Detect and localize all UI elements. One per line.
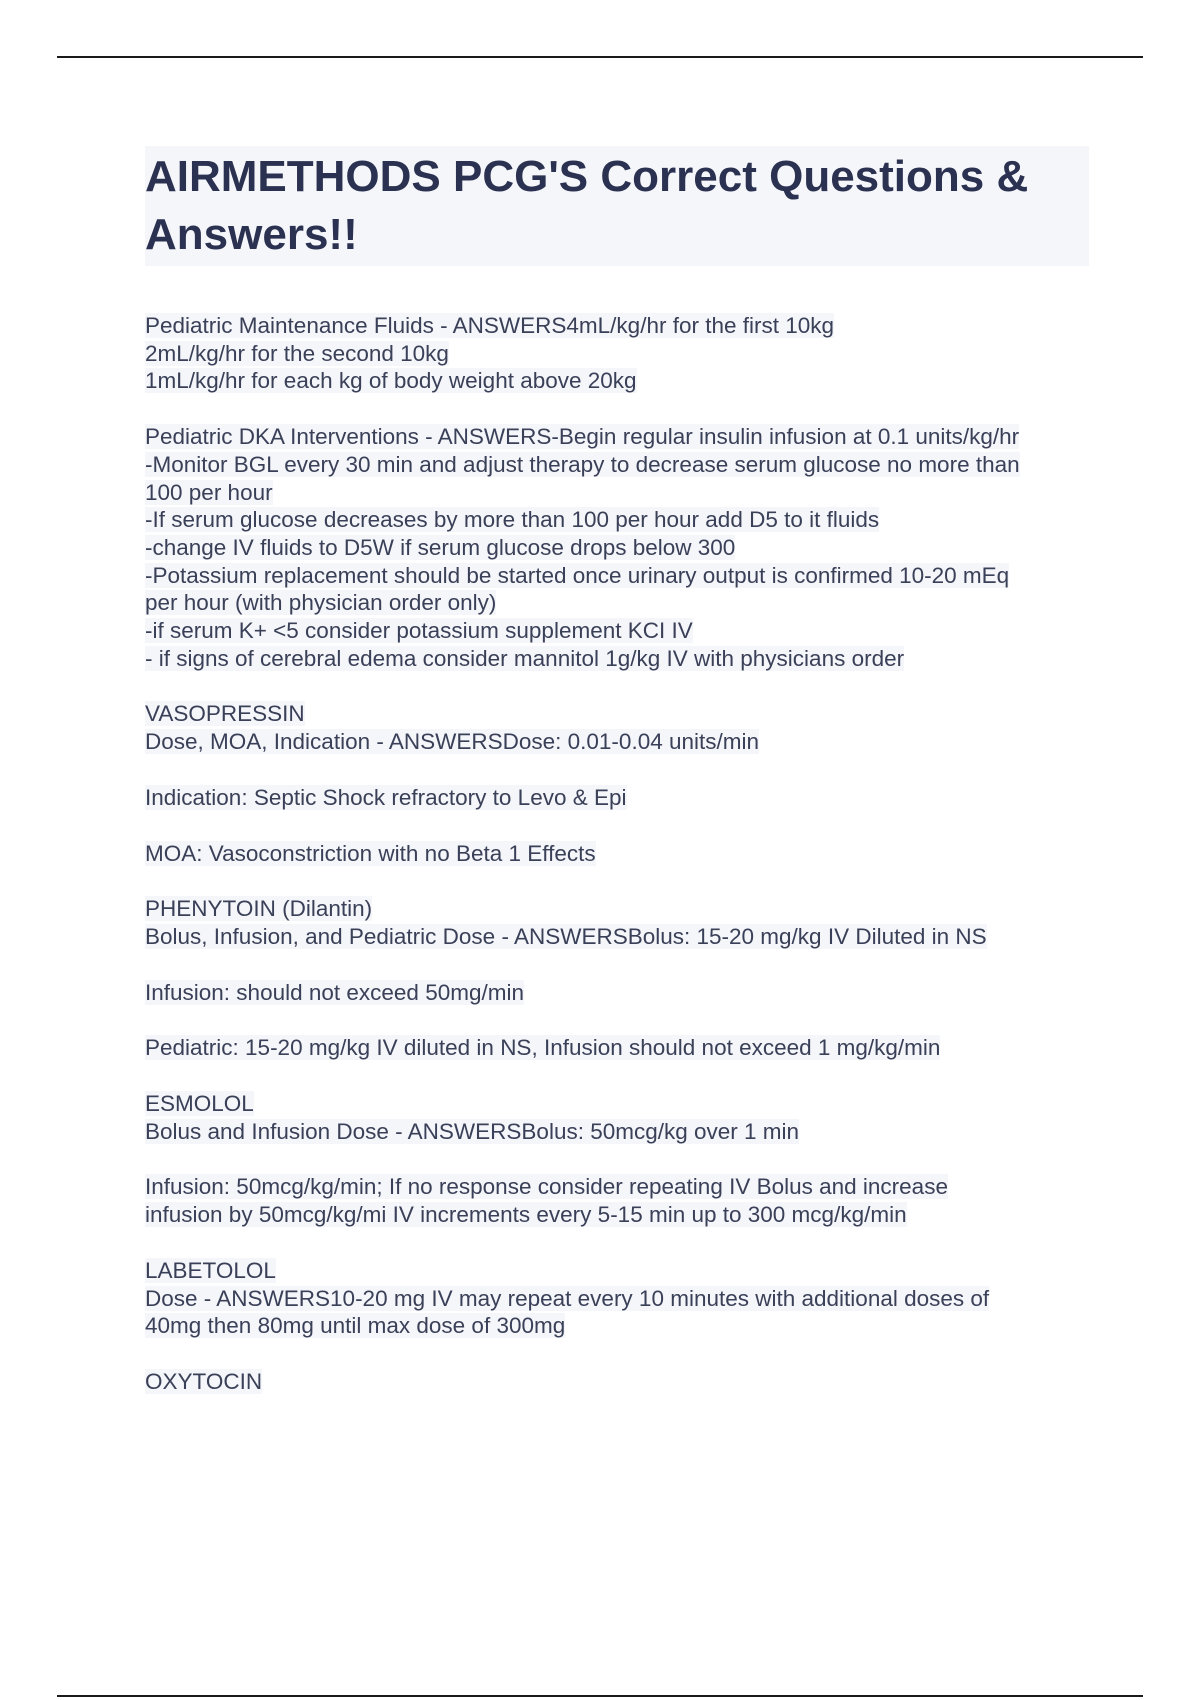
qa-entry xyxy=(145,1173,1105,1228)
entry-line xyxy=(145,1118,1105,1146)
entry-line-text: MOA: Vasoconstriction with no Beta 1 Effects xyxy=(145,840,596,866)
entry-line-text: Dose, MOA, Indication - ANSWERSDose: 0.01-0.04 units/min xyxy=(145,729,760,755)
entry-line xyxy=(145,1173,1105,1201)
entry-line xyxy=(145,979,1105,1007)
qa-entry xyxy=(145,840,1105,868)
entry-line xyxy=(145,617,1105,645)
entry-line xyxy=(145,1201,1105,1229)
footer-rule xyxy=(57,1695,1143,1697)
entry-line-text: -If serum glucose decreases by more than 100 per hour add D5 to it fluids xyxy=(145,507,880,533)
qa-entry xyxy=(145,1368,1105,1396)
entry-line xyxy=(145,700,1105,728)
title-block xyxy=(145,146,1089,266)
document-title: AIRMETHODS PCG'S Correct Questions & Answers!! xyxy=(145,152,1029,259)
header-rule xyxy=(57,56,1143,58)
entry-line xyxy=(145,589,1105,617)
entry-line xyxy=(145,1285,1105,1313)
entry-line xyxy=(145,534,1105,562)
entry-line-text: LABETOLOL xyxy=(145,1257,276,1283)
entry-line-text: Dose - ANSWERS10-20 mg IV may repeat every 10 minutes with additional doses of xyxy=(145,1285,990,1311)
entry-line xyxy=(145,1312,1105,1340)
entry-line-text: 100 per hour xyxy=(145,479,273,505)
entry-line-text: per hour (with physician order only) xyxy=(145,590,497,616)
entry-line xyxy=(145,506,1105,534)
entry-line-text: OXYTOCIN xyxy=(145,1368,263,1394)
entry-line xyxy=(145,784,1105,812)
qa-entry xyxy=(145,312,1105,395)
entry-line-text: -Monitor BGL every 30 min and adjust therapy to decrease serum glucose no more than xyxy=(145,451,1020,477)
entry-line xyxy=(145,728,1105,756)
entry-line-text: VASOPRESSIN xyxy=(145,701,305,727)
entry-line xyxy=(145,423,1105,451)
document-body xyxy=(145,312,1105,1424)
entry-line xyxy=(145,312,1105,340)
entry-line xyxy=(145,895,1105,923)
entry-line-text: Pediatric Maintenance Fluids - ANSWERS4mL/kg/hr for the first 10kg xyxy=(145,313,835,338)
qa-entry xyxy=(145,979,1105,1007)
entry-line xyxy=(145,562,1105,590)
entry-line xyxy=(145,340,1105,368)
qa-entry xyxy=(145,1257,1105,1340)
entry-line xyxy=(145,479,1105,507)
entry-line xyxy=(145,923,1105,951)
entry-line-text: Bolus and Infusion Dose - ANSWERSBolus: 50mcg/kg over 1 min xyxy=(145,1118,800,1144)
entry-line-text: infusion by 50mcg/kg/mi IV increments every 5-15 min up to 300 mcg/kg/min xyxy=(145,1202,907,1228)
entry-line-text: - if signs of cerebral edema consider mannitol 1g/kg IV with physicians order xyxy=(145,645,905,671)
entry-line-text: 1mL/kg/hr for each kg of body weight above 20kg xyxy=(145,368,637,394)
qa-entry xyxy=(145,423,1105,672)
entry-line-text: -if serum K+ <5 consider potassium supplement KCI IV xyxy=(145,618,693,644)
entry-line-text: Pediatric: 15-20 mg/kg IV diluted in NS, Infusion should not exceed 1 mg/kg/min xyxy=(145,1035,941,1061)
qa-entry xyxy=(145,700,1105,755)
entry-line xyxy=(145,1368,1105,1396)
entry-line-text: Infusion: should not exceed 50mg/min xyxy=(145,979,524,1005)
entry-line-text: 40mg then 80mg until max dose of 300mg xyxy=(145,1313,566,1339)
entry-line-text: Pediatric DKA Interventions - ANSWERS-Begin regular insulin infusion at 0.1 units/kg/hr xyxy=(145,424,1020,450)
entry-line xyxy=(145,367,1105,395)
entry-line xyxy=(145,1090,1105,1118)
entry-line-text: ESMOLOL xyxy=(145,1091,254,1117)
entry-line xyxy=(145,645,1105,673)
entry-line-text: PHENYTOIN (Dilantin) xyxy=(145,896,373,922)
entry-line-text: Indication: Septic Shock refractory to Levo & Epi xyxy=(145,784,627,810)
entry-line-text: 2mL/kg/hr for the second 10kg xyxy=(145,340,449,366)
entry-line-text: Bolus, Infusion, and Pediatric Dose - ANSWERSBolus: 15-20 mg/kg IV Diluted in NS xyxy=(145,923,987,949)
entry-line xyxy=(145,1034,1105,1062)
qa-entry xyxy=(145,895,1105,950)
qa-entry xyxy=(145,784,1105,812)
entry-line-text: -Potassium replacement should be started once urinary output is confirmed 10-20 mEq xyxy=(145,562,1010,588)
entry-line-text: -change IV fluids to D5W if serum glucose drops below 300 xyxy=(145,534,736,560)
entry-line-text: Infusion: 50mcg/kg/min; If no response consider repeating IV Bolus and increase xyxy=(145,1174,948,1200)
qa-entry xyxy=(145,1034,1105,1062)
entry-line xyxy=(145,840,1105,868)
qa-entry xyxy=(145,1090,1105,1145)
entry-line xyxy=(145,451,1105,479)
entry-line xyxy=(145,1257,1105,1285)
